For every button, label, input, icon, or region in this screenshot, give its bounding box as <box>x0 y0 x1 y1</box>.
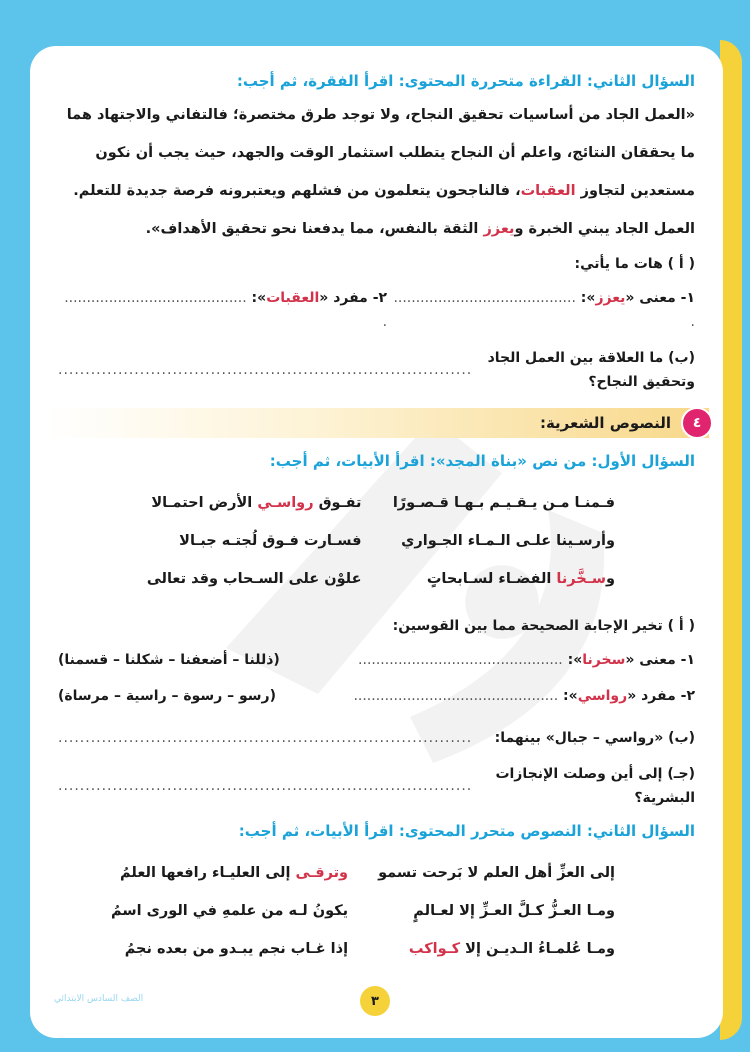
answer-blank[interactable]: ............................................................................ <box>58 730 473 746</box>
page-footer <box>30 993 723 1038</box>
poem1-a2: ٢- مفرد «رواسي»: .............................................. (رسو – رسوة – راسية – مرساة) <box>58 678 695 714</box>
poem1-verse-1-right: فـمنـا مـن يـقـيـم بـهـا قـصـورًا <box>392 495 615 511</box>
answer-blank[interactable]: ............................................................................ <box>58 362 473 378</box>
poem2-verse-2-left: يكونُ لـه من علمهِ في الورى اسمُ <box>110 903 349 919</box>
worksheet-page <box>30 46 723 1038</box>
poem1-part-a-label: ( أ ) تخير الإجابة الصحيحة مما بين القوسين: <box>392 618 695 634</box>
poem2-question-title: السؤال الثاني: النصوص متحرر المحتوى: اقرأ الأبيات، ثم أجب: <box>238 822 695 840</box>
page-edge-yellow <box>720 40 742 1040</box>
word-strengthens: يعزز <box>483 221 515 237</box>
poem1-question-title: السؤال الأول: من نص «بناة المجد»: اقرأ الأبيات، ثم أجب: <box>269 452 695 470</box>
poem1-a1-options: (ذللنا – أضعفنا – شكلنا – قسمنا) <box>58 652 280 668</box>
poem2-verses <box>58 854 695 968</box>
worksheet-content <box>58 68 702 968</box>
word-obstacles: العقبات <box>520 183 576 199</box>
answer-blank[interactable]: ......................................... . <box>64 290 388 330</box>
page-number: ٣ <box>360 986 390 1016</box>
poem1-verse-3-left: علوْن على السـحاب وقد تعالى <box>146 571 362 587</box>
section-number-badge: ٤ <box>681 407 713 439</box>
poem1-verses <box>58 484 695 598</box>
section-title: النصوص الشعرية: <box>539 414 671 432</box>
poem1-part-b: (ب) «رواسي – جبال» بينهما: ............................................................................ <box>58 726 695 750</box>
reading-part-a-items <box>58 286 695 334</box>
answer-blank[interactable]: .............................................. <box>358 652 563 668</box>
poem1-verse-2-right: وأرسـينا علـى الـمـاء الجـواري <box>401 533 615 549</box>
poem1-part-c: (جـ) إلى أين وصلت الإنجازات البشرية؟ ............................................................................ <box>58 766 695 806</box>
reading-part-b: (ب) ما العلاقة بين العمل الجاد وتحقيق النجاح؟ ............................................................................ <box>58 350 695 390</box>
grade-label: الصف السادس الابتدائي <box>54 994 144 1004</box>
poem1-a1: ١- معنى «سخرنا»: .............................................. (ذللنا – أضعفنا – شكلنا – قسمنا) <box>58 642 695 678</box>
poem1-verse-1-left: تفـوق رواسـي الأرض احتمـالا <box>151 495 362 511</box>
reading-a2: ٢- مفرد «العقبات»: ......................................... . <box>64 290 388 330</box>
poem2-verse-1-right: إلى العزِّ أهل العلم لا بَرحت تسمو <box>378 865 615 881</box>
section-header-poetry <box>44 408 709 438</box>
poem2-verse-3-right: ومـا عُلمـاءُ الـديـن إلا كـواكب <box>408 941 615 957</box>
reading-part-a-label: ( أ ) هات ما يأتي: <box>574 256 695 272</box>
reading-a1: ١- معنى «يعزز»: ......................................... . <box>393 290 695 330</box>
poem2-verse-2-right: ومـا العـزُّ كـلَّ العـزِّ إلا لعـالمٍ <box>413 903 615 919</box>
poem2-verse-3-left: إذا غـاب نجم يبـدو من بعده نجمُ <box>124 941 349 957</box>
answer-blank[interactable]: .............................................. <box>353 688 559 704</box>
poem1-verse-2-left: فسـارت فـوق لُجتـه جبـالا <box>179 533 362 549</box>
answer-blank[interactable]: ......................................... . <box>393 290 695 330</box>
poem2-verse-1-left: وترقـى إلى العليـاء رافعها العلمُ <box>120 865 349 881</box>
answer-blank[interactable]: ............................................................................ <box>58 778 473 794</box>
reading-question-title: السؤال الثاني: القراءة متحررة المحتوى: اقرأ الفقرة، ثم أجب: <box>236 72 695 90</box>
reading-paragraph: «العمل الجاد من أساسيات تحقيق النجاح، ولا توجد طرق مختصرة؛ فالتفاني والاجتهاد هما ما يحققان النتائج، واعلم أن النجاح يتطلب استثمار الوقت والجهد، حيث يجب أن نكون مستعدين لتجاوز العقبات، فالناجحون يتعلمون من فشلهم ويعتبرونه فرصة جديدة للتعلم. العمل الجاد يبني الخبرة ويعزز الثقة بالنفس، مما يدفعنا نحو تحقيق الأهداف». <box>66 107 695 237</box>
poem1-a2-options: (رسو – رسوة – راسية – مرساة) <box>58 688 277 704</box>
poem1-verse-3-right: وسـخَّرنا الفضـاء لسـابحاتٍ <box>426 571 615 587</box>
